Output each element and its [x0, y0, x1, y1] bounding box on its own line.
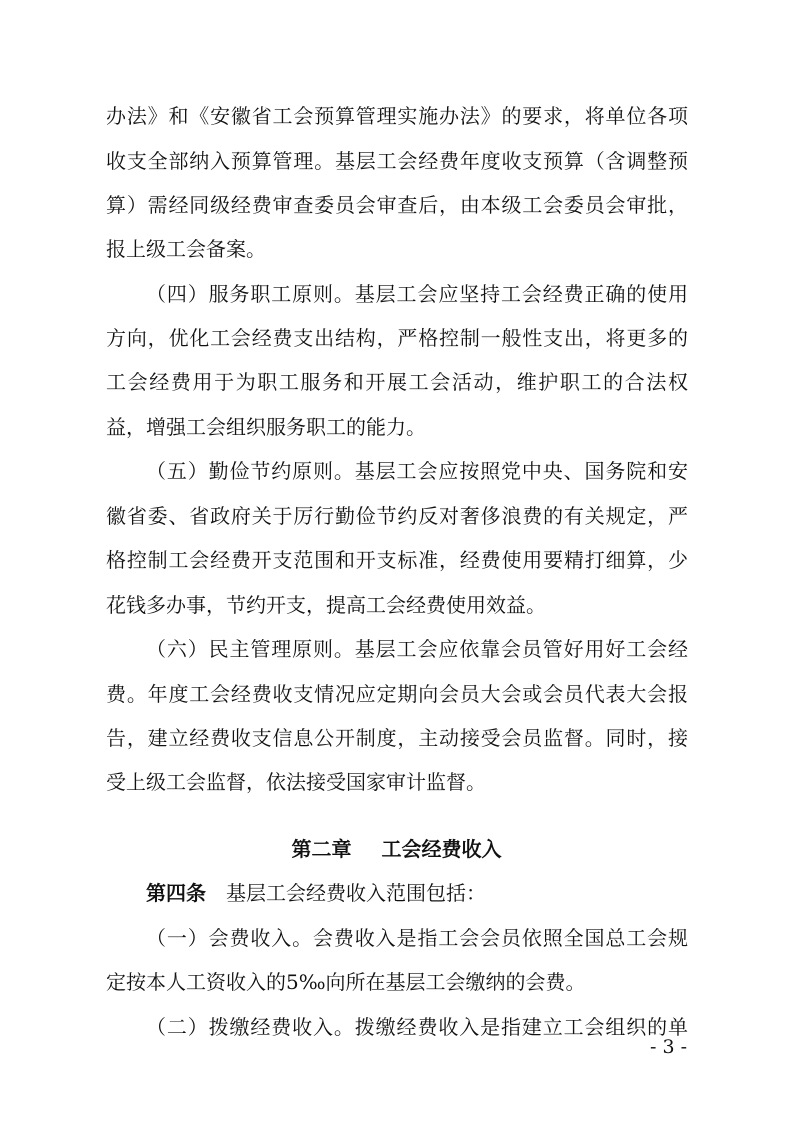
article-text: 基层工会经费收入范围包括：: [226, 881, 486, 905]
paragraph-line: （二）拨缴经费收入。拨缴经费收入是指建立工会组织的单: [146, 1015, 688, 1039]
paragraph-line: 徽省委、省政府关于厉行勤俭节约反对奢侈浪费的有关规定，严: [106, 504, 688, 528]
paragraph-line: 方向，优化工会经费支出结构，严格控制一般性支出，将更多的: [106, 326, 688, 350]
paragraph-line: （一）会费收入。会费收入是指工会会员依照全国总工会规: [146, 926, 688, 950]
page-number: - 3 -: [649, 1036, 687, 1058]
paragraph-line: 受上级工会监督，依法接受国家审计监督。: [106, 770, 486, 794]
paragraph-line: （六）民主管理原则。基层工会应依靠会员管好用好工会经: [146, 637, 688, 661]
paragraph-line: 算）需经同级经费审查委员会审查后，由本级工会委员会审批，: [106, 193, 688, 217]
paragraph-line: 报上级工会备案。: [106, 237, 266, 261]
paragraph-line: 花钱多办事，节约开支，提高工会经费使用效益。: [106, 593, 546, 617]
paragraph-line: 办法》和《安徽省工会预算管理实施办法》的要求，将单位各项: [106, 104, 688, 128]
paragraph-line: （四）服务职工原则。基层工会应坚持工会经费正确的使用: [146, 282, 688, 306]
chapter-heading: [0, 836, 793, 862]
paragraph-line: 告，建立经费收支信息公开制度，主动接受会员监督。同时，接: [106, 726, 688, 750]
chapter-title: 工会经费收入: [381, 837, 502, 861]
chapter-number: 第二章: [291, 837, 352, 861]
article-line: [146, 880, 688, 906]
paragraph-line: 收支全部纳入预算管理。基层工会经费年度收支预算（含调整预: [106, 149, 688, 173]
paragraph-line: （五）勤俭节约原则。基层工会应按照党中央、国务院和安: [146, 459, 688, 483]
article-label: 第四条: [146, 881, 206, 905]
paragraph-line: 益，增强工会组织服务职工的能力。: [106, 415, 426, 439]
paragraph-line: 格控制工会经费开支范围和开支标准，经费使用要精打细算，少: [106, 548, 688, 572]
paragraph-line: 费。年度工会经费收支情况应定期向会员大会或会员代表大会报: [106, 682, 688, 706]
paragraph-line: 定按本人工资收入的5‰向所在基层工会缴纳的会费。: [106, 970, 586, 994]
paragraph-line: 工会经费用于为职工服务和开展工会活动，维护职工的合法权: [106, 370, 688, 394]
